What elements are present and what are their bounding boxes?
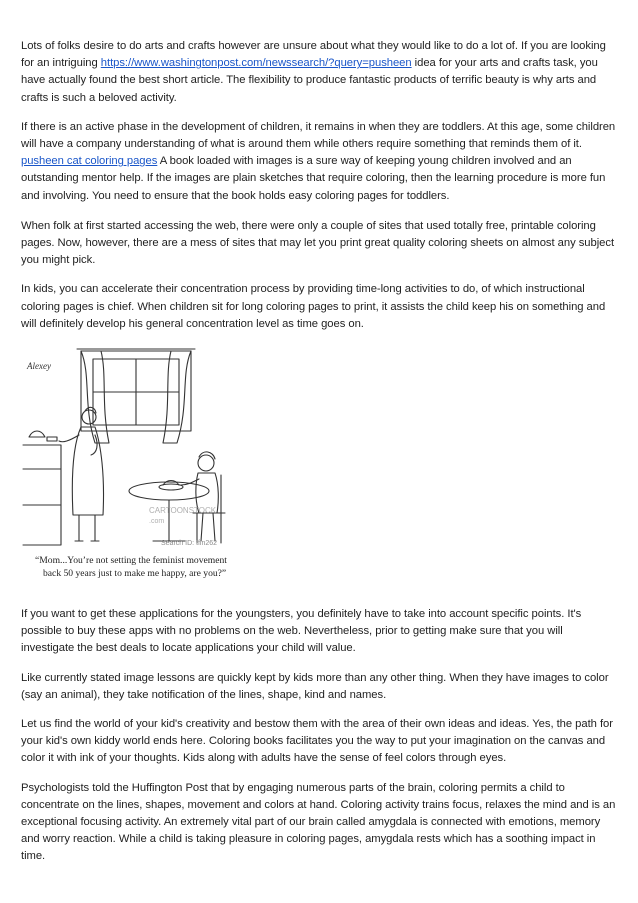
paragraph-3: When folk at first started accessing the web, there were only a couple of sites that used totally free, printable coloring pages. Now, however, there are a mess of sites that may let you print great quality coloring sheets on almost any subject you might pick. [21,219,615,267]
paragraph-4: In kids, you can accelerate their concentration process by providing time-long activities to do, of which instructional coloring pages is chief. When children sit for long coloring pages to print, it assists the child keep his on something and will definitely develop his general concentration level as time goes on. [21,283,606,330]
paragraph-6: Like currently stated image lessons are quickly kept by kids more than any other thing. When they have images to color (say an animal), they take notification of the lines, shape, kind and names. [21,671,609,701]
paragraph-2: If there is an active phase in the development of children, it remains in when they are toddlers. At this age, some children will have a company understanding of what is around them while others require something that reminds them of it. pusheen cat coloring pages A book loaded with images is a sure way of keeping young children involved and an outstanding mentor help. If the images are plain sketches that require coloring, then the learning procedure is more fun and involving. You need to ensure that the book holds easy coloring pages for toddlers. [21,120,616,202]
cartoon-watermark: CARTOONSTOCK [149,506,217,516]
cartoon-caption-line-2: back 50 years just to make me happy, are you?” [43,568,227,580]
cartoon-caption-line-1: “Mom...You’re not setting the feminist movement [35,555,227,567]
paragraph-1: Lots of folks desire to do arts and crafts however are unsure about what they would like to do a lot of. If you are looking for an intriguing https://www.washingtonpost.com/newssearch/?query=pusheen idea for your arts and crafts task, you have actually found the best short article. The flexibility to produce fantastic products of terrific beauty is why arts and crafts is such a beloved activity. [21,40,606,104]
cartoon-watermark-sub: .com [149,518,165,526]
pusheen-coloring-pages-link[interactable]: pusheen cat coloring pages [21,155,158,168]
washingtonpost-link[interactable]: https://www.washingtonpost.com/newssearch/?query=pusheen [100,57,412,70]
cartoon-search-id: Search ID: tfin262 [161,540,218,548]
cartoon-image [21,345,239,585]
paragraph-8: Psychologists told the Huffington Post that by engaging numerous parts of the brain, coloring permits a child to concentrate on the lines, shapes, movement and colors at hand. Coloring activity trains focus, relaxes the mind and is an exceptional focusing activity. An extremely vital part of our brain called amygdala is connected with emotions, memory and worry reaction. While a child is taking pleasure in coloring pages, amygdala rests which has a soothing impact in time. [21,781,616,863]
cartoon-signature: Alexey [27,361,51,372]
paragraph-5: If you want to get these applications for the youngsters, you definitely have to take into account specific points. It's possible to buy these apps with no problems on the web. Nevertheless, prior to getting make sure that you will investigate the best deals to locate applications your child will value. [21,608,582,655]
paragraph-7: Let us find the world of your kid's creativity and bestow them with the area of their own ideas and ideas. Yes, the path for your kid's own kiddy world ends here. Coloring books facilitates you the way to put your imagination on the canvas and color it with ink of your thoughts. Kids along with adults have the sense of feel colors through eyes. [21,718,613,765]
